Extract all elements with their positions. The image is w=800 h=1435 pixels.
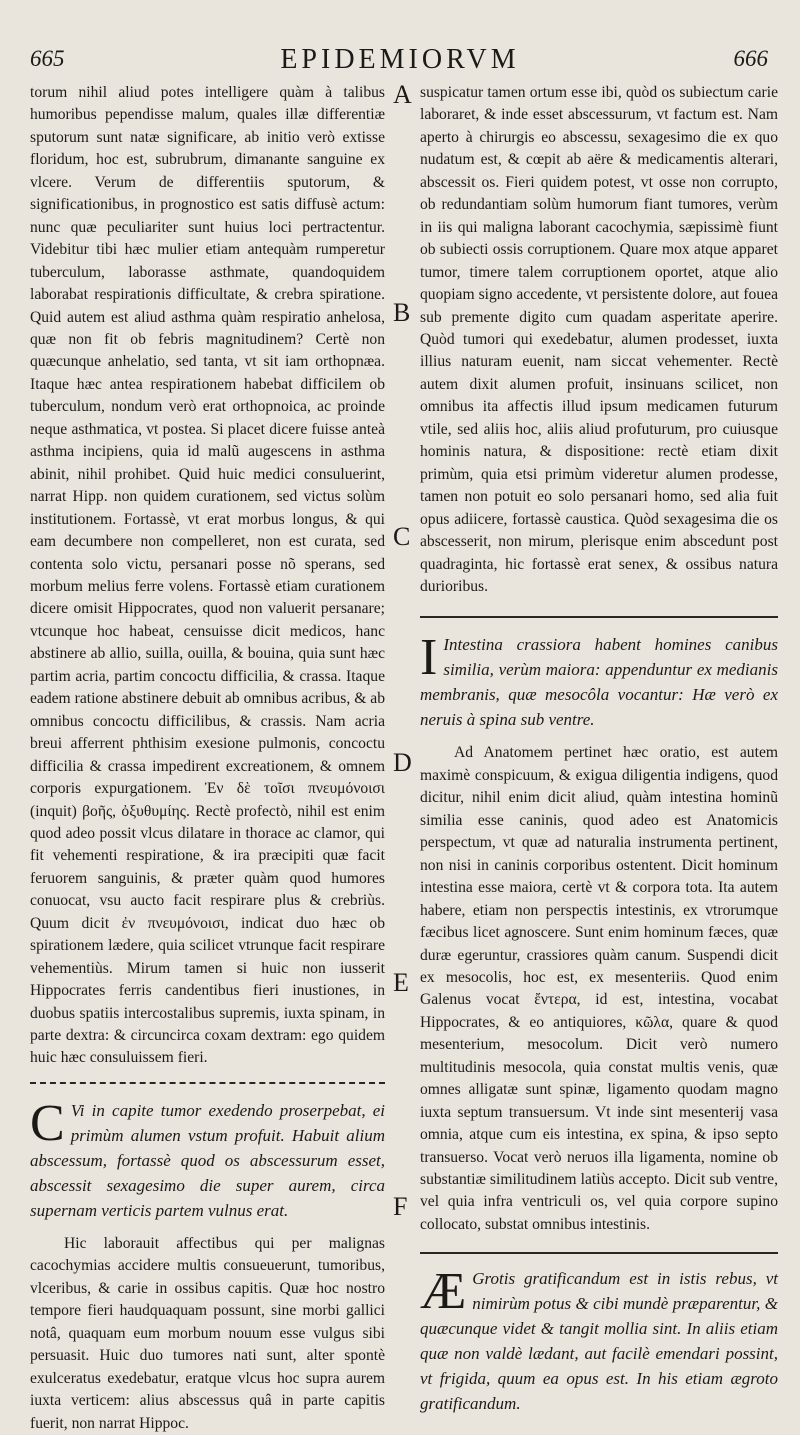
lemma-block xyxy=(420,1263,778,1416)
lemma-block xyxy=(30,1094,385,1223)
right-column xyxy=(420,82,778,1416)
lemma-block xyxy=(420,629,778,732)
lemma-text: Grotis gratificandum est in istis rebus, vt nimirùm potus & cibi mundè præparentur, & quæcunque videt & tangit mollia sint. In aliis etiam quæ non valdè lædant, aut facilè emendari possint, vt frigida, quum ea opus est. In his etiam ægroto gratificandum. xyxy=(420,1269,778,1414)
margin-letter-f: F xyxy=(393,1192,408,1221)
lemma-text: Intestina crassiora habent homines canibus similia, verùm maiora: appenduntur ex medianis membranis, quæ mesocôla vocantur: Hæ verò ex neruis à spina sub ventre. xyxy=(420,635,778,730)
margin-letter-e: E xyxy=(393,968,409,997)
page-number-right: 666 xyxy=(733,46,768,71)
commentary-paragraph: torum nihil aliud potes intelligere quàm à talibus humoribus pependisse malum, quales illæ differentiæ sputorum sunt natæ significare, ab initio verò extisse floridum, hoc est, subrubrum, dimanante sanguine ex vlcere. Verum de differentiis sputorum, & significationibus, in prognostico est satis diffusè actum: nunc quæ peculiariter sunt huius loci pertractentur. Videbitur tibi hæc mulier etiam antequàm rumperetur tuberculum, laborasse asthmate, quandoquidem laborabat respirationis difficultate, & crebra spiratione. Quid autem est aliud asthma quàm respiratio anhelosa, quæ non fit ob febris magnitudinem? Certè non quæcunque anhelatio, sed tanta, vt sit iam orthopnæa. Itaque hæc antea respirationem habebat difficilem ob tuberculum, nondum verò erat orthopnoica, ac proinde neque asthmatica, vt postea. Si placet dicere fuisse anteà asthma incipiens, quia id malũ augescens in asthma abinit, nihil prohibet. Quid huic medici consuluerint, narrat Hipp. non quidem curationem, sed victus solùm institutionem. Fortassè, vt erat morbus longus, & qui eam decumbere non compelleret, non est curata, sed contenta solo victu, persanari posse nõ sperans, sed morbum melius ferre volens. Fortassè etiam curationem dicere omisit Hippocrates, quod non valuerit persanare; vtcunque hoc habeat, censuisse dicit medicos, hanc abstinere ab allio, suilla, ouilla, & bouina, quia sunt hæc partim acria, partim concoctu difficilia, & crassa. Itaque eadem ratione abstinere debuit ab omnibus acribus, & ab omnibus concoctu difficilibus, & crassis. Nam acria breui afferrent phthisim exesione pulmonis, concoctu difficilia & crassa impedirent excreationem, & omnem corporis expurgationem. Ἐν δὲ τοῖσι πνευμόνοισι (inquit) βοῆς, ὀξυθυμίης. Rectè profectò, nihil est enim quod adeo possit vlcus dilatare in thorace ac clamor, qui fit vehementi respiratione, & ira præcipiti quæ facit feruorem sanguinis, & præter quàm quod humores conuocat, vsu aucto facit respirare plus & crebriùs. Quum dicit ἐν πνευμόνοισι, indicat duo hæc ob spirationem lædere, quia scilicet vtrunque facit respirare vehementiùs. Mirum tamen si huic non iusserit Hippocrates ferris candentibus fieri inustiones, in duobus spatiis intercostalibus supremis, iuxta spinam, in parte dextra: & circuncirca coxam dextram: ego quidem huic hæc consuluissem fieri. xyxy=(30,84,385,1067)
left-column xyxy=(30,82,385,1435)
page-number-left: 665 xyxy=(30,46,65,71)
running-title: EPIDEMIORVM xyxy=(280,44,520,75)
drop-initial: C xyxy=(30,1094,65,1152)
running-header xyxy=(0,44,800,78)
margin-letter-c: C xyxy=(393,522,411,551)
margin-letter-d: D xyxy=(393,748,412,777)
margin-letter-a: A xyxy=(393,80,412,109)
commentary-paragraph: Hic laborauit affectibus qui per malignas cacochymias accidere multis consueuerunt, tumoribus, vlceribus, & carie in ossibus capitis. Quæ hoc nostro tempore fieri haudquaquam possunt, sine morbi gallici notâ, quaquam eum morbum nouum esse vulgus sibi persuasit. Huic duo tumores nati sunt, alter spontè exulceratus exedebatur, eratque vlcus hoc supra aurem iuxta verticem: alius abscessus quâ in parte capitis fuerit, non narrat Hippoc. xyxy=(30,1234,385,1432)
drop-initial: Æ xyxy=(420,1263,467,1321)
commentary-paragraph: Ad Anatomem pertinet hæc oratio, est autem maximè conspicuum, & exigua diligentia indigens, quod dicitur, nihil enim dicit aliud, quàm intestina hominũ similia esse caninis, quod adeo est Anatomicis perspectum, vt quæ ad naturalia instrumenta pertinent, non nisi in caninis corporibus ostentent. Dicit hominum intestina esse maiora, certè vt & corpora tota. Ita autem habere, etiam non perspectis intestinis, ex vtrorumque fæcibus licet agnoscere. Sunt enim hominum fæces, quæ duræ egeruntur, crassiores quàm canum. Suspendi dicit ex mesocolis, hoc est, ex mesenteriis. Quod enim Galenus vocat ἔντερα, id est, intestina, vocabat Hippocrates, & eo antiquiores, κῶλα, quare & quod mesenterium, mesocolum. Dicit verò numero multitudinis mesocola, quia constat multis venis, quæ omnes alligatæ sunt spinæ, ligamento quodam magno iuxta septum transuersum. Vt inde sint mesenterij vasa omnia, atque cum eis intestina, ex spina, & ipso septo transuerso. Vocat verò neruos illa ligamenta, nomine ob substantiæ similitudinem latiùs accepto. Dicit sub ventre, vel quia infra ventriculi os, vel quia corpore supino collocato, substat omnibus intestinis. xyxy=(420,744,778,1233)
lemma-text: Vi in capite tumor exedendo proserpebat, ei primùm alumen vstum profuit. Habuit alium abscessum, fortassè quod os abscessurum esset, abscessit sexagesimo die super aurem, circa supernam verticis partem vulnus erat. xyxy=(30,1100,385,1220)
margin-letter-b: B xyxy=(393,298,411,327)
drop-initial: I xyxy=(420,629,438,687)
commentary-paragraph: suspicatur tamen ortum esse ibi, quòd os subiectum carie laboraret, & inde esset abscessurum, vt factum est. Nam aperto à chirurgis eo abscessu, sexagesimo die ex quo nudatum est, & cœpit ab aëre & medicamentis alterari, abscessit os. Fieri quidem potest, vt osse non corrupto, ob redundantiam solùm humorum fiant tumores, verùm in iis qui maligna laborant cacochymia, sæpissimè fiunt ob subiecti ossis corruptionem. Quare mox atque apparet tumor, timere talem corruptionem oportet, atque alio quopiam signo accedente, vt persistente dolore, aut fouea sub premente digito cum quadam asperitate aperire. Quòd tumori qui exedebatur, alumen prodesset, iuxta illius naturam euenit, nam siccat vehementer. Rectè autem dixit alumen profuit, insinuans scilicet, non omnibus ita affectis illud ipsum medicamen futurum vtile, sed aliis hoc, aliis aliud profuturum, pro cuiusque hominis natura, & dispositione: rectè etiam dixit primùm, quia etsi primùm videretur alumen prodesse, tamen non potuit eo solo persanari homo, sed alia fuit opus adiicere, fortassè caustica. Quòd sexagesima die os abscesserit, non mirum, plerisque enim abscedunt post quadraginta, hic fortassè erat senex, & ossibus natura durioribus. xyxy=(420,84,778,595)
